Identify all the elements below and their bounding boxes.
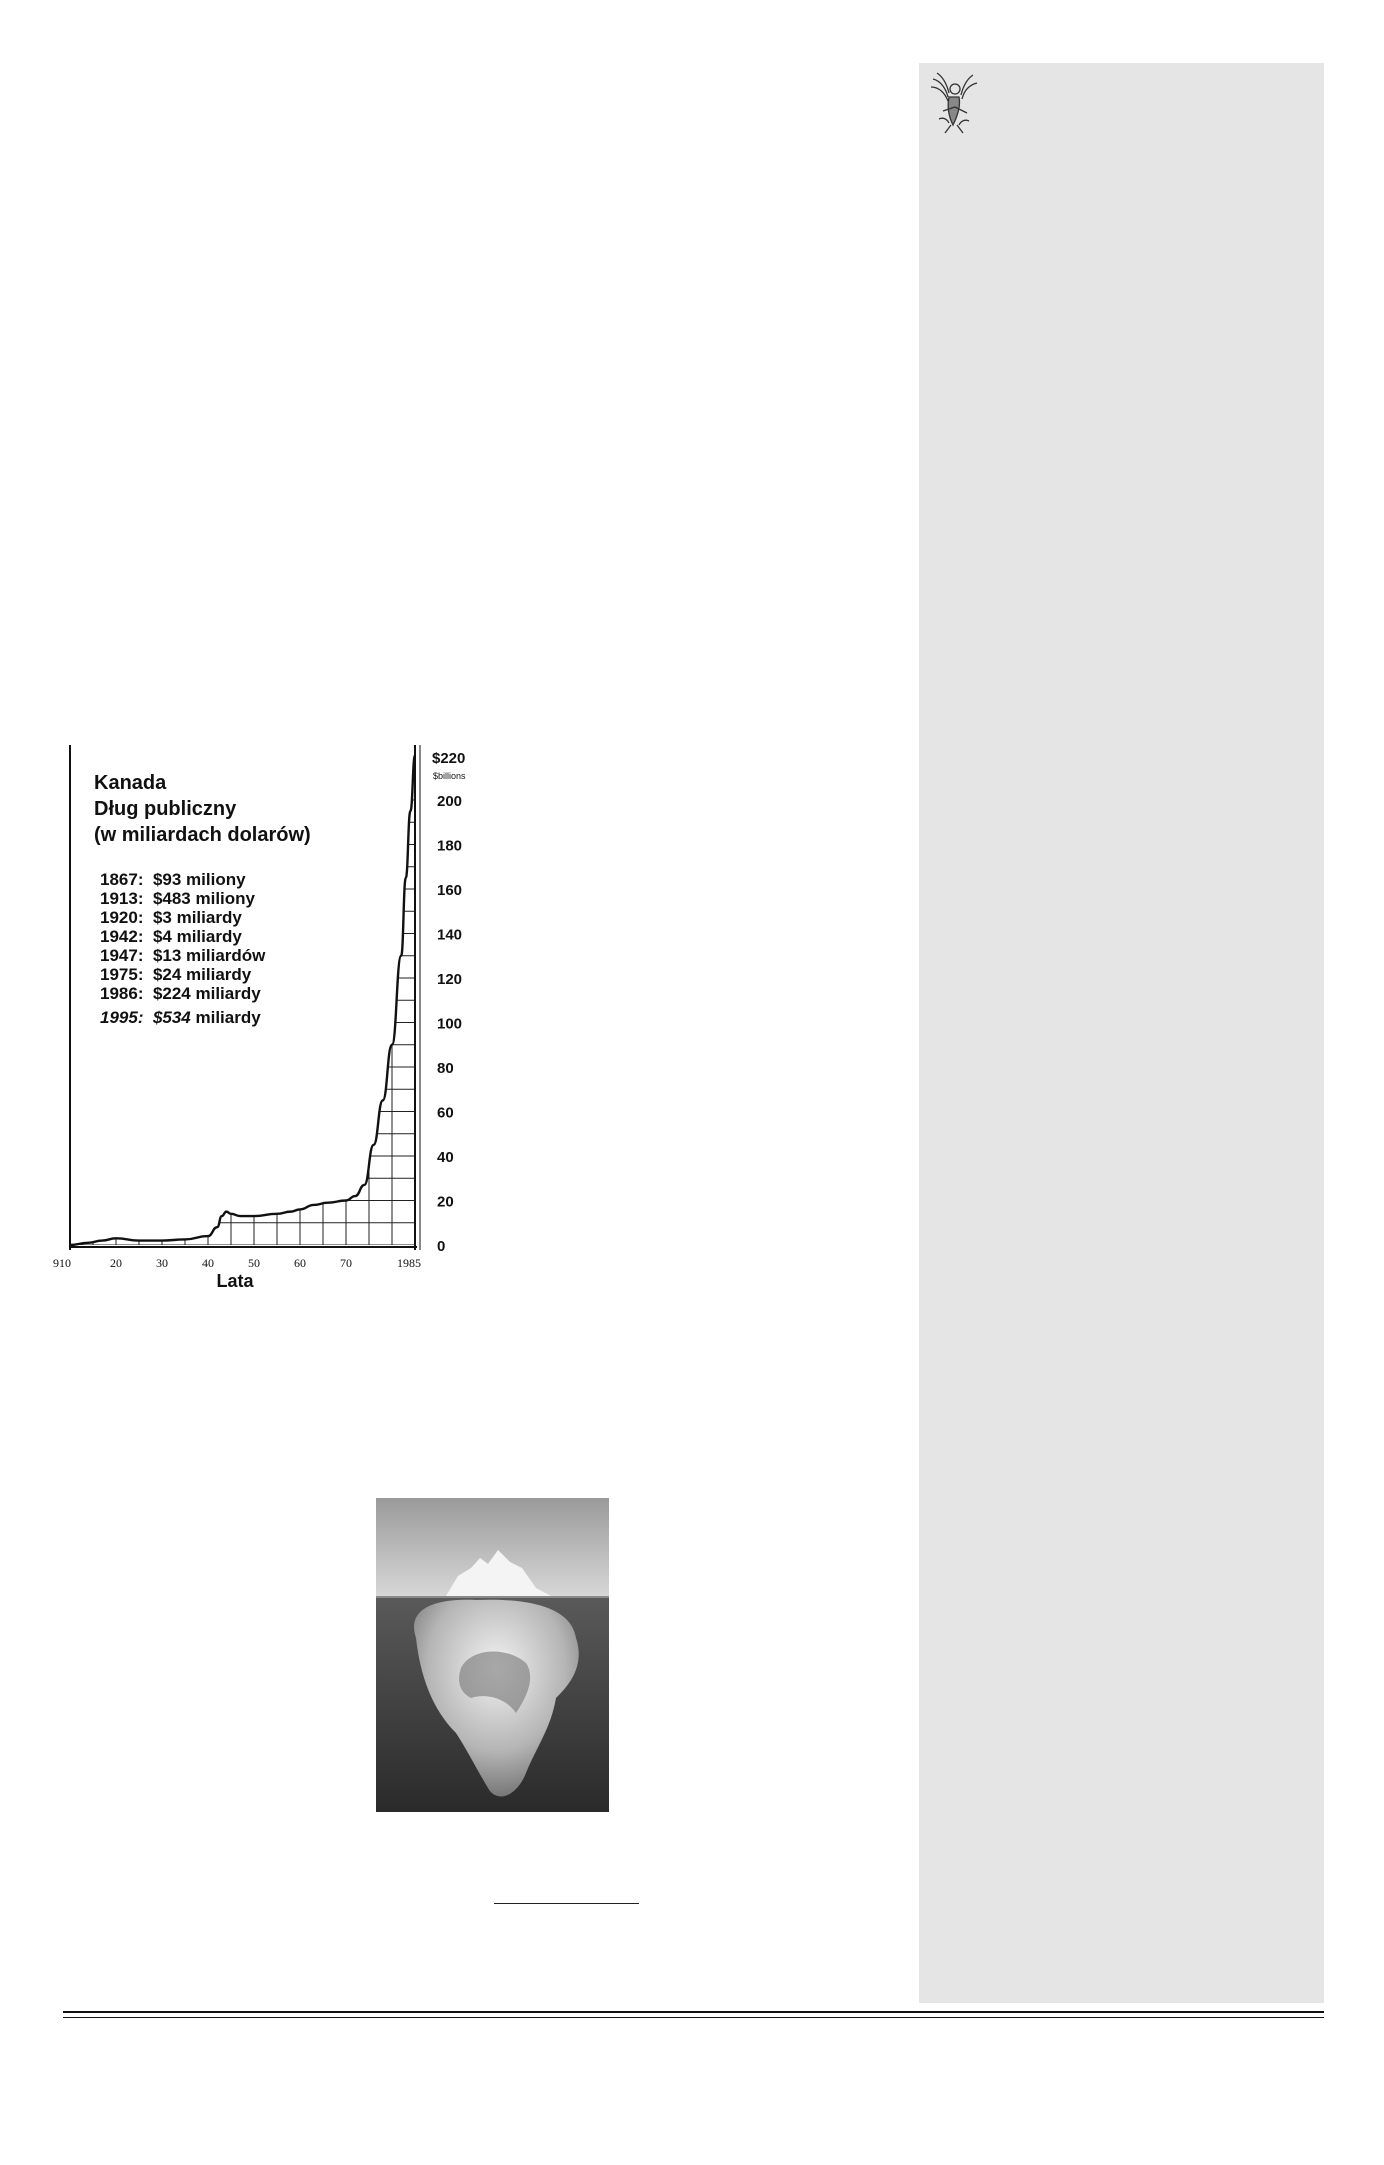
x-tick-label: 60	[294, 1256, 306, 1270]
footer-rule	[63, 2011, 1324, 2013]
legend-unit: miliardy	[190, 984, 261, 1003]
chart-title-line-3: (w miliardach dolarów)	[94, 824, 311, 846]
legend-amount: $3	[152, 908, 172, 927]
legend-amount: $93	[152, 870, 182, 889]
y-unit-top: $220	[432, 750, 466, 767]
legend-unit: miliardy	[171, 927, 242, 946]
legend-amount: $483	[152, 889, 191, 908]
legend-unit: miliardy	[190, 1008, 261, 1027]
sidebar-panel	[919, 63, 1324, 2003]
y-tick-label: 180	[437, 837, 463, 855]
legend-amount: $24	[152, 965, 182, 984]
legend-year: 1913:	[100, 889, 153, 908]
y-tick-label: 0	[437, 1238, 446, 1255]
chart-plot	[53, 745, 480, 1300]
y-tick-label: 140	[437, 926, 463, 944]
series-line	[70, 756, 415, 1246]
x-axis-label: Lata	[216, 1271, 254, 1291]
y-tick-label: 60	[437, 1104, 454, 1122]
legend-year: 1867:	[100, 870, 153, 889]
chart-title-line-1: Kanada	[94, 772, 167, 794]
legend-amount: $224	[152, 984, 191, 1003]
x-tick-label: 50	[248, 1256, 260, 1270]
y-tick-label: 80	[437, 1060, 454, 1077]
legend-year: 1942:	[100, 927, 153, 946]
heraldic-angel-icon	[929, 67, 981, 137]
legend-amount: $4	[152, 927, 172, 946]
x-tick-label: 1985	[397, 1256, 421, 1270]
footer-rule-thin	[63, 2017, 1324, 2018]
legend-year: 1947:	[100, 946, 153, 965]
y-tick-label: 160	[437, 882, 463, 899]
x-tick-label: 40	[202, 1256, 214, 1270]
y-tick-label: 40	[437, 1149, 454, 1166]
y-tick-label: 200	[437, 793, 463, 810]
x-tick-label: 30	[156, 1256, 168, 1270]
legend-year: 1975:	[100, 965, 153, 984]
y-tick-label: 120	[437, 971, 463, 988]
x-tick-label: 910	[53, 1256, 71, 1270]
legend-year: 1995:	[100, 1008, 153, 1027]
chart-grid	[70, 750, 415, 1245]
legend-amount: $13	[152, 946, 182, 965]
footnote-divider	[494, 1903, 639, 1904]
iceberg-photo	[376, 1498, 609, 1812]
y-tick-label: 100	[437, 1015, 463, 1033]
legend-unit: miliony	[190, 889, 255, 908]
x-tick-label: 70	[340, 1256, 352, 1270]
legend-year: 1920:	[100, 908, 153, 927]
legend-unit: miliardy	[171, 908, 242, 927]
legend-year: 1986:	[100, 984, 153, 1003]
chart-title-line-2: Dług publiczny	[94, 798, 237, 820]
debt-chart	[53, 745, 480, 1300]
legend-unit: miliardów	[181, 946, 266, 965]
x-tick-label: 20	[110, 1256, 122, 1270]
y-unit-label: $billions	[433, 771, 466, 781]
legend-unit: miliony	[181, 870, 246, 889]
legend-amount: $534	[152, 1008, 191, 1027]
legend-unit: miliardy	[181, 965, 252, 984]
y-tick-label: 20	[437, 1193, 454, 1211]
